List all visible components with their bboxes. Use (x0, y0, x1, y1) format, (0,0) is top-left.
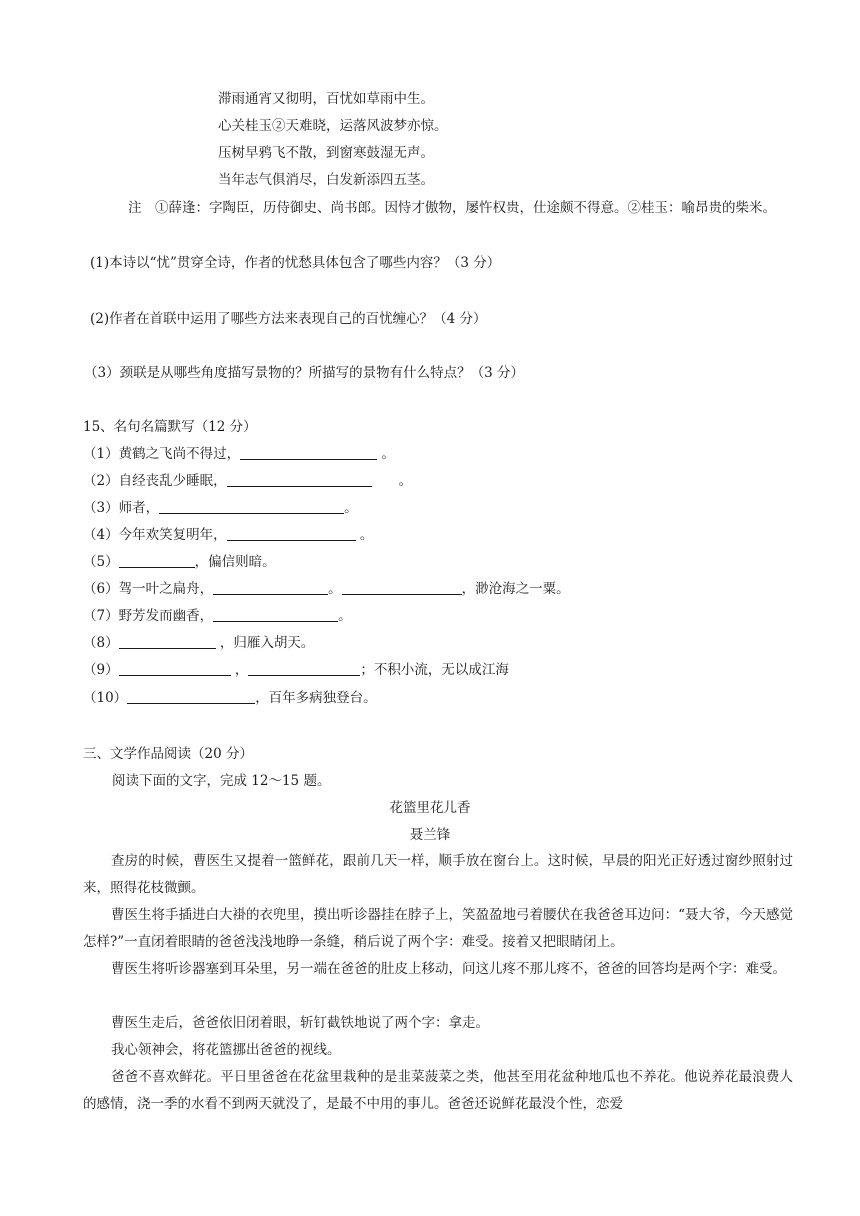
answer-blank[interactable] (342, 580, 462, 595)
item-text: ；不积小流，无以成江海 (360, 662, 509, 678)
recitation-item-2 (83, 472, 412, 490)
answer-blank[interactable] (248, 661, 360, 676)
item-text: 。 (371, 473, 413, 489)
poem-line-1: 滞雨通宵又彻明，百忧如草雨中生。 (218, 91, 434, 107)
item-text: （10） (83, 690, 128, 706)
recitation-item-1 (83, 445, 395, 463)
item-text: ，偏信则暗。 (194, 554, 276, 570)
question-1: (1)本诗以“忧”贯穿全诗，作者的忧愁具体包含了哪些内容？（3 分） (90, 255, 501, 271)
recitation-item-7 (83, 607, 352, 625)
answer-blank[interactable] (227, 526, 356, 541)
article-title: 花篮里花儿香 (389, 800, 471, 816)
answer-blank[interactable] (159, 499, 344, 514)
item-text: （7）野芳发而幽香， (83, 608, 214, 624)
recitation-item-10 (83, 689, 377, 707)
article-paragraph-4: 曹医生走后，爸爸依旧闭着眼，斩钉截铁地说了两个字：拿走。 (111, 1015, 489, 1031)
recitation-item-8 (83, 634, 314, 652)
section-3-title: 三、文学作品阅读（20 分） (83, 746, 253, 762)
item-text: （2）自经丧乱少睡眠， (83, 473, 227, 489)
item-text: （5） (83, 554, 119, 570)
answer-blank[interactable] (127, 689, 255, 704)
section-15-title: 15、名句名篇默写（12 分） (83, 419, 257, 435)
reading-instruction: 阅读下面的文字，完成 12～15 题。 (112, 773, 331, 789)
article-paragraph-1: 查房的时候，曹医生又提着一篮鲜花，跟前几天一样，顺手放在窗台上。这时候，早晨的阳光正好透过窗纱照射过来，照得花枝微颤。 (83, 853, 793, 896)
item-text: （8） (83, 635, 119, 651)
recitation-item-3 (83, 499, 358, 517)
answer-blank[interactable] (119, 553, 195, 568)
item-text: 。 (328, 581, 342, 597)
item-text: （9） (83, 662, 119, 678)
recitation-item-5 (83, 553, 276, 571)
answer-blank[interactable] (240, 445, 377, 460)
article-paragraph-2: 曹医生将手插进白大褂的衣兜里，摸出听诊器挂在脖子上，笑盈盈地弓着腰伏在我爸爸耳边问：“聂大爷，今天感觉怎样?”一直闭着眼睛的爸爸浅浅地睁一条缝，稍后说了两个字：难受。接着又把眼睛闭上。 (83, 907, 793, 950)
recitation-item-9 (83, 661, 509, 679)
item-text: 。 (355, 527, 374, 543)
poem-line-4: 当年志气俱消尽，白发新添四五茎。 (218, 172, 434, 188)
item-text: （6）驾一叶之扁舟， (83, 581, 214, 597)
answer-blank[interactable] (119, 661, 231, 676)
question-2: (2)作者在首联中运用了哪些方法来表现自己的百忧缠心？（4 分） (90, 311, 487, 327)
recitation-item-4 (83, 526, 373, 544)
answer-blank[interactable] (227, 472, 372, 487)
item-text: 。 (344, 500, 358, 516)
poem-line-3: 压树早鸦飞不散，到窗寒鼓湿无声。 (218, 145, 434, 161)
poem-note: 注 ①薛逢：字陶臣，历侍御史、尚书郎。因恃才傲物，屡忤权贵，仕途颇不得意。②桂玉：喻昂贵的柴米。 (128, 200, 776, 216)
item-text: （3）师者， (83, 500, 160, 516)
item-text: ，归雁入胡天。 (215, 635, 315, 651)
item-text: ， (230, 662, 249, 678)
recitation-item-6 (83, 580, 570, 598)
question-3: （3）颈联是从哪些角度描写景物的？所描写的景物有什么特点？（3 分） (84, 365, 524, 381)
item-text: ，百年多病独登台。 (255, 690, 377, 706)
poem-line-2: 心关桂玉②天难晓，运落风波梦亦惊。 (218, 118, 448, 134)
item-text: 。 (377, 446, 395, 462)
answer-blank[interactable] (119, 634, 216, 649)
answer-blank[interactable] (213, 607, 338, 622)
item-text: 。 (338, 608, 352, 624)
item-text: （4）今年欢笑复明年， (83, 527, 227, 543)
article-paragraph-3: 曹医生将听诊器塞到耳朵里，另一端在爸爸的肚皮上移动，问这儿疼不那儿疼不，爸爸的回答均是两个字：难受。 (111, 961, 786, 977)
article-author: 聂兰锋 (409, 827, 451, 843)
item-text: ，渺沧海之一粟。 (461, 581, 570, 597)
item-text: （1）黄鹤之飞尚不得过， (83, 446, 241, 462)
article-paragraph-5: 我心领神会，将花篮挪出爸爸的视线。 (111, 1042, 341, 1058)
article-paragraph-6: 爸爸不喜欢鲜花。平日里爸爸在花盆里栽种的是韭菜菠菜之类，他甚至用花盆种地瓜也不养花。他说养花最浪费人的感情，浇一季的水看不到两天就没了，是最不中用的事儿。爸爸还说鲜花最没个性，恋爱 (83, 1069, 793, 1112)
answer-blank[interactable] (213, 580, 328, 595)
